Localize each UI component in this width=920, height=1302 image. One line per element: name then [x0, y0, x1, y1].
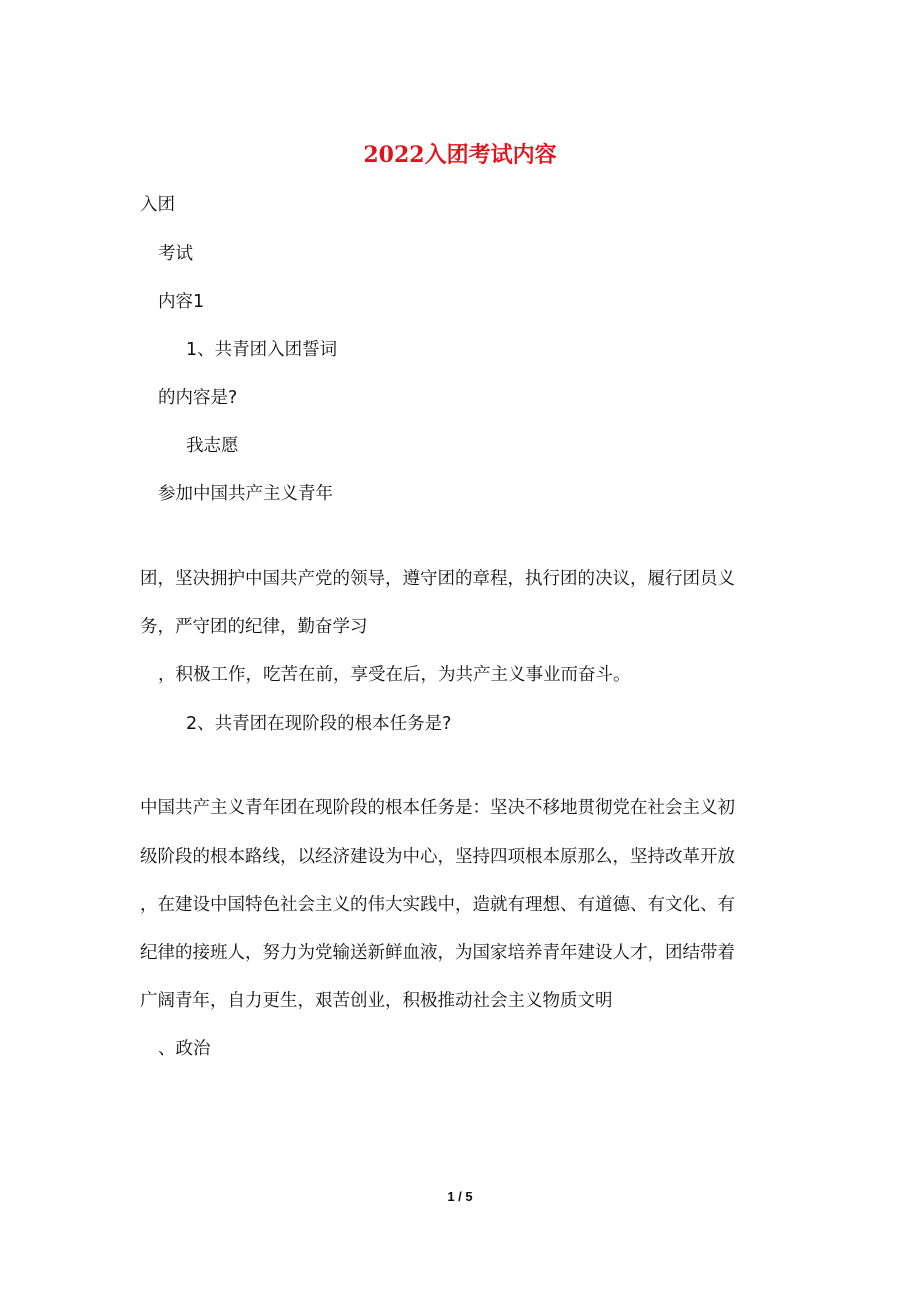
text-line: ，积极工作，吃苦在前，享受在后，为共产主义事业而奋斗。: [158, 665, 631, 685]
text-line: 我志愿: [186, 436, 239, 456]
text-line: 团，坚决拥护中国共产党的领导，遵守团的章程，执行团的决议，履行团员义: [140, 569, 735, 589]
text-line: 、政治: [158, 1039, 211, 1059]
page-indicator: 1 / 5: [447, 1189, 473, 1204]
text-line: 参加中国共产主义青年: [158, 484, 333, 504]
text-line: 1、共青团入团誓词: [186, 340, 338, 360]
text-line: 级阶段的根本路线，以经济建设为中心，坚持四项根本原那么，坚持改革开放: [140, 847, 735, 867]
text-line: 务，严守团的纪律，勤奋学习: [140, 617, 368, 637]
document-title: 2022入团考试内容: [363, 142, 557, 168]
text-line: 中国共产主义青年团在现阶段的根本任务是：坚决不移地贯彻党在社会主义初: [140, 798, 735, 818]
text-line: ，在建设中国特色社会主义的伟大实践中，造就有理想、有道德、有文化、有: [140, 895, 735, 915]
text-line: 纪律的接班人，努力为党输送新鲜血液，为国家培养青年建设人才，团结带着: [140, 943, 735, 963]
text-line: 内容1: [158, 292, 205, 312]
text-line: 入团: [140, 195, 175, 215]
text-line: 2、共青团在现阶段的根本任务是?: [186, 714, 452, 734]
text-line: 考试: [158, 244, 193, 264]
text-line: 广阔青年，自力更生，艰苦创业，积极推动社会主义物质文明: [140, 991, 613, 1011]
text-line: 的内容是?: [158, 388, 238, 408]
